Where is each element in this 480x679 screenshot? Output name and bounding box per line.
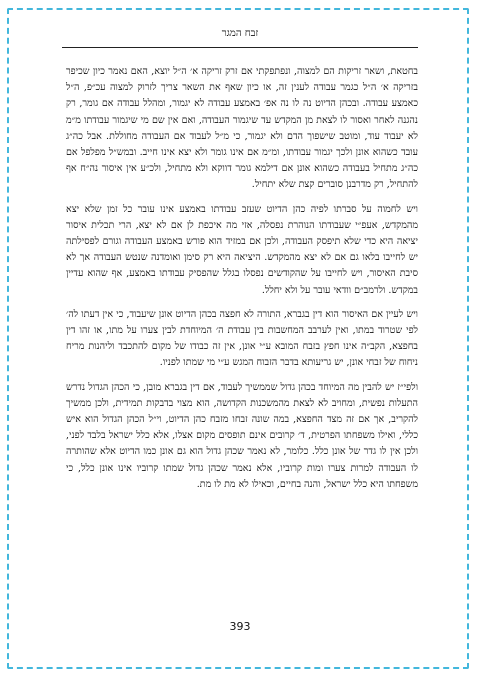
running-header: [62, 28, 418, 46]
header-rule: [62, 47, 418, 48]
paragraph-1: בחטאת, ושאר זריקות הם למצוה, ונפתפקתי אם זרק זריקה א׳ ה״ל יוצא, האם נאמר כיון שכיפר בזריקה א׳ ה״ל כגמר עבודה לענין זה, או כיון שאף את השאר צריך לזרוק למצוה עכ״פ, ה״ל כאמצע עבודה. ובכהן הדיוט נה לו נה אפ׳ באמצע עבודה לא יגמור, ומהלל עבודה אם גומר, רק נהגנה לאחר ואסור לו לצאת מן המקדש עד שיגמור העבודה, ואם אין שם מי שיגמור עבודתו מ״מ לא יעבוד עוד, ומוטב שישפוך הדם ולא יגמור, כי מ״ל לעבוד אם העבודה מחוללת. אבל כה״ג עובד כשהוא אונן ולכך יגמור עבודתו, ומ״מ אם אינו גומר ולא יצא אינו חייב. ובמש״ל מפלפל אם כה״ג מתחיל בעבודה כשהוא אונן אם דילמא גומר דווקא ולא מתחיל, ולכ״ע אין איסור נה״ח אף להתחיל, רק מדרבנן סוברים קצת שלא יתחיל.: [66, 66, 418, 191]
body-text: [66, 64, 418, 501]
page-number: 393: [229, 620, 251, 633]
header-title: זבח המגר: [221, 28, 259, 39]
paragraph-3: ויש לעיין אם האיסור הוא דין בגברא, התורה לא חפצה בכהן הדיוט אונן שיעבוד, כי אין דעתו לה׳ לפי שטרוד במתו, ואין לערבב המחשבות בין עבודת ה׳ המיוחדת לבין צערו על מתו, או זהו דין בחפצא, הקב״ה אינו חפץ בזבח המובא ע״י אונן, אין זה כבודו של מקום להתכבד וליהנות מריח ניחוח של זבחי אונן, יש גריעותא בדבר הזבוח המגש ע״י מי שמתו לפניו.: [66, 308, 418, 369]
paragraph-2: ויש לחמוה על סברתו לפיה כהן הדיוט שעזב עבודתו באמצע אינו עובר כל זמן שלא יצא מהמקדש, אעפ״י שעבודתו הנוהרת נפסלה, אזי מה איכפת לן אם לא יצא, הרי תכלית איסור יציאה היא כדי שלא תיפסק העבודה, ולכן אם במזיד הוא פורש באמצע העבודה וגורם לפסילתה יש לחייבו בלאו גם אם לא יצא מהמקדש. היציאה היא רק סימן ואומדנה שנטש העבודה אך לא סיבת האיסור, ויש לחייבו על שהקודשים נפסלו בגלל שהפסיק עבודתו באמצע, אף שהוא עדיין במקדש. ולרמב״ם וודאי עובר על ולא יחלל.: [66, 203, 418, 296]
paragraph-4: ולפי״ז יש להבין מה המיוחד בכהן גדול שממשיך לעבוד, אם דין בגברא מובן, כי הכהן הגדול נדרש התעלות נפשית, ומחויב לא לצאת מהמשכנות הקדושה, הוא מצוי בדבקות תמידית, ולכן ממשיך להקריב, אך אם זה מצד החפצא, במה שונה זבחו מזבח כהן הדיוט, וי״ל הכהן הגדול הוא איש כללי, ואילו משפחתו הפרטית, ד׳ קרובים אינם תופסים מקום אצלו, אלא כלל ישראל בלבד לפני, ולכן אין לו גדר של אונן כלל. כלומר, לא נאמר שכהן גדול הוא גם אונן כמו הדיוט אלא שהותרה לו העבודה למרות צערו ומות קרוביו, אלא נאמר שכהן גדול שמתו קרוביו אינו אונן כלל, כי משפחתו היא כלל ישראל, והנה בחיים, וכאילו לא מת לו מת.: [66, 381, 418, 490]
